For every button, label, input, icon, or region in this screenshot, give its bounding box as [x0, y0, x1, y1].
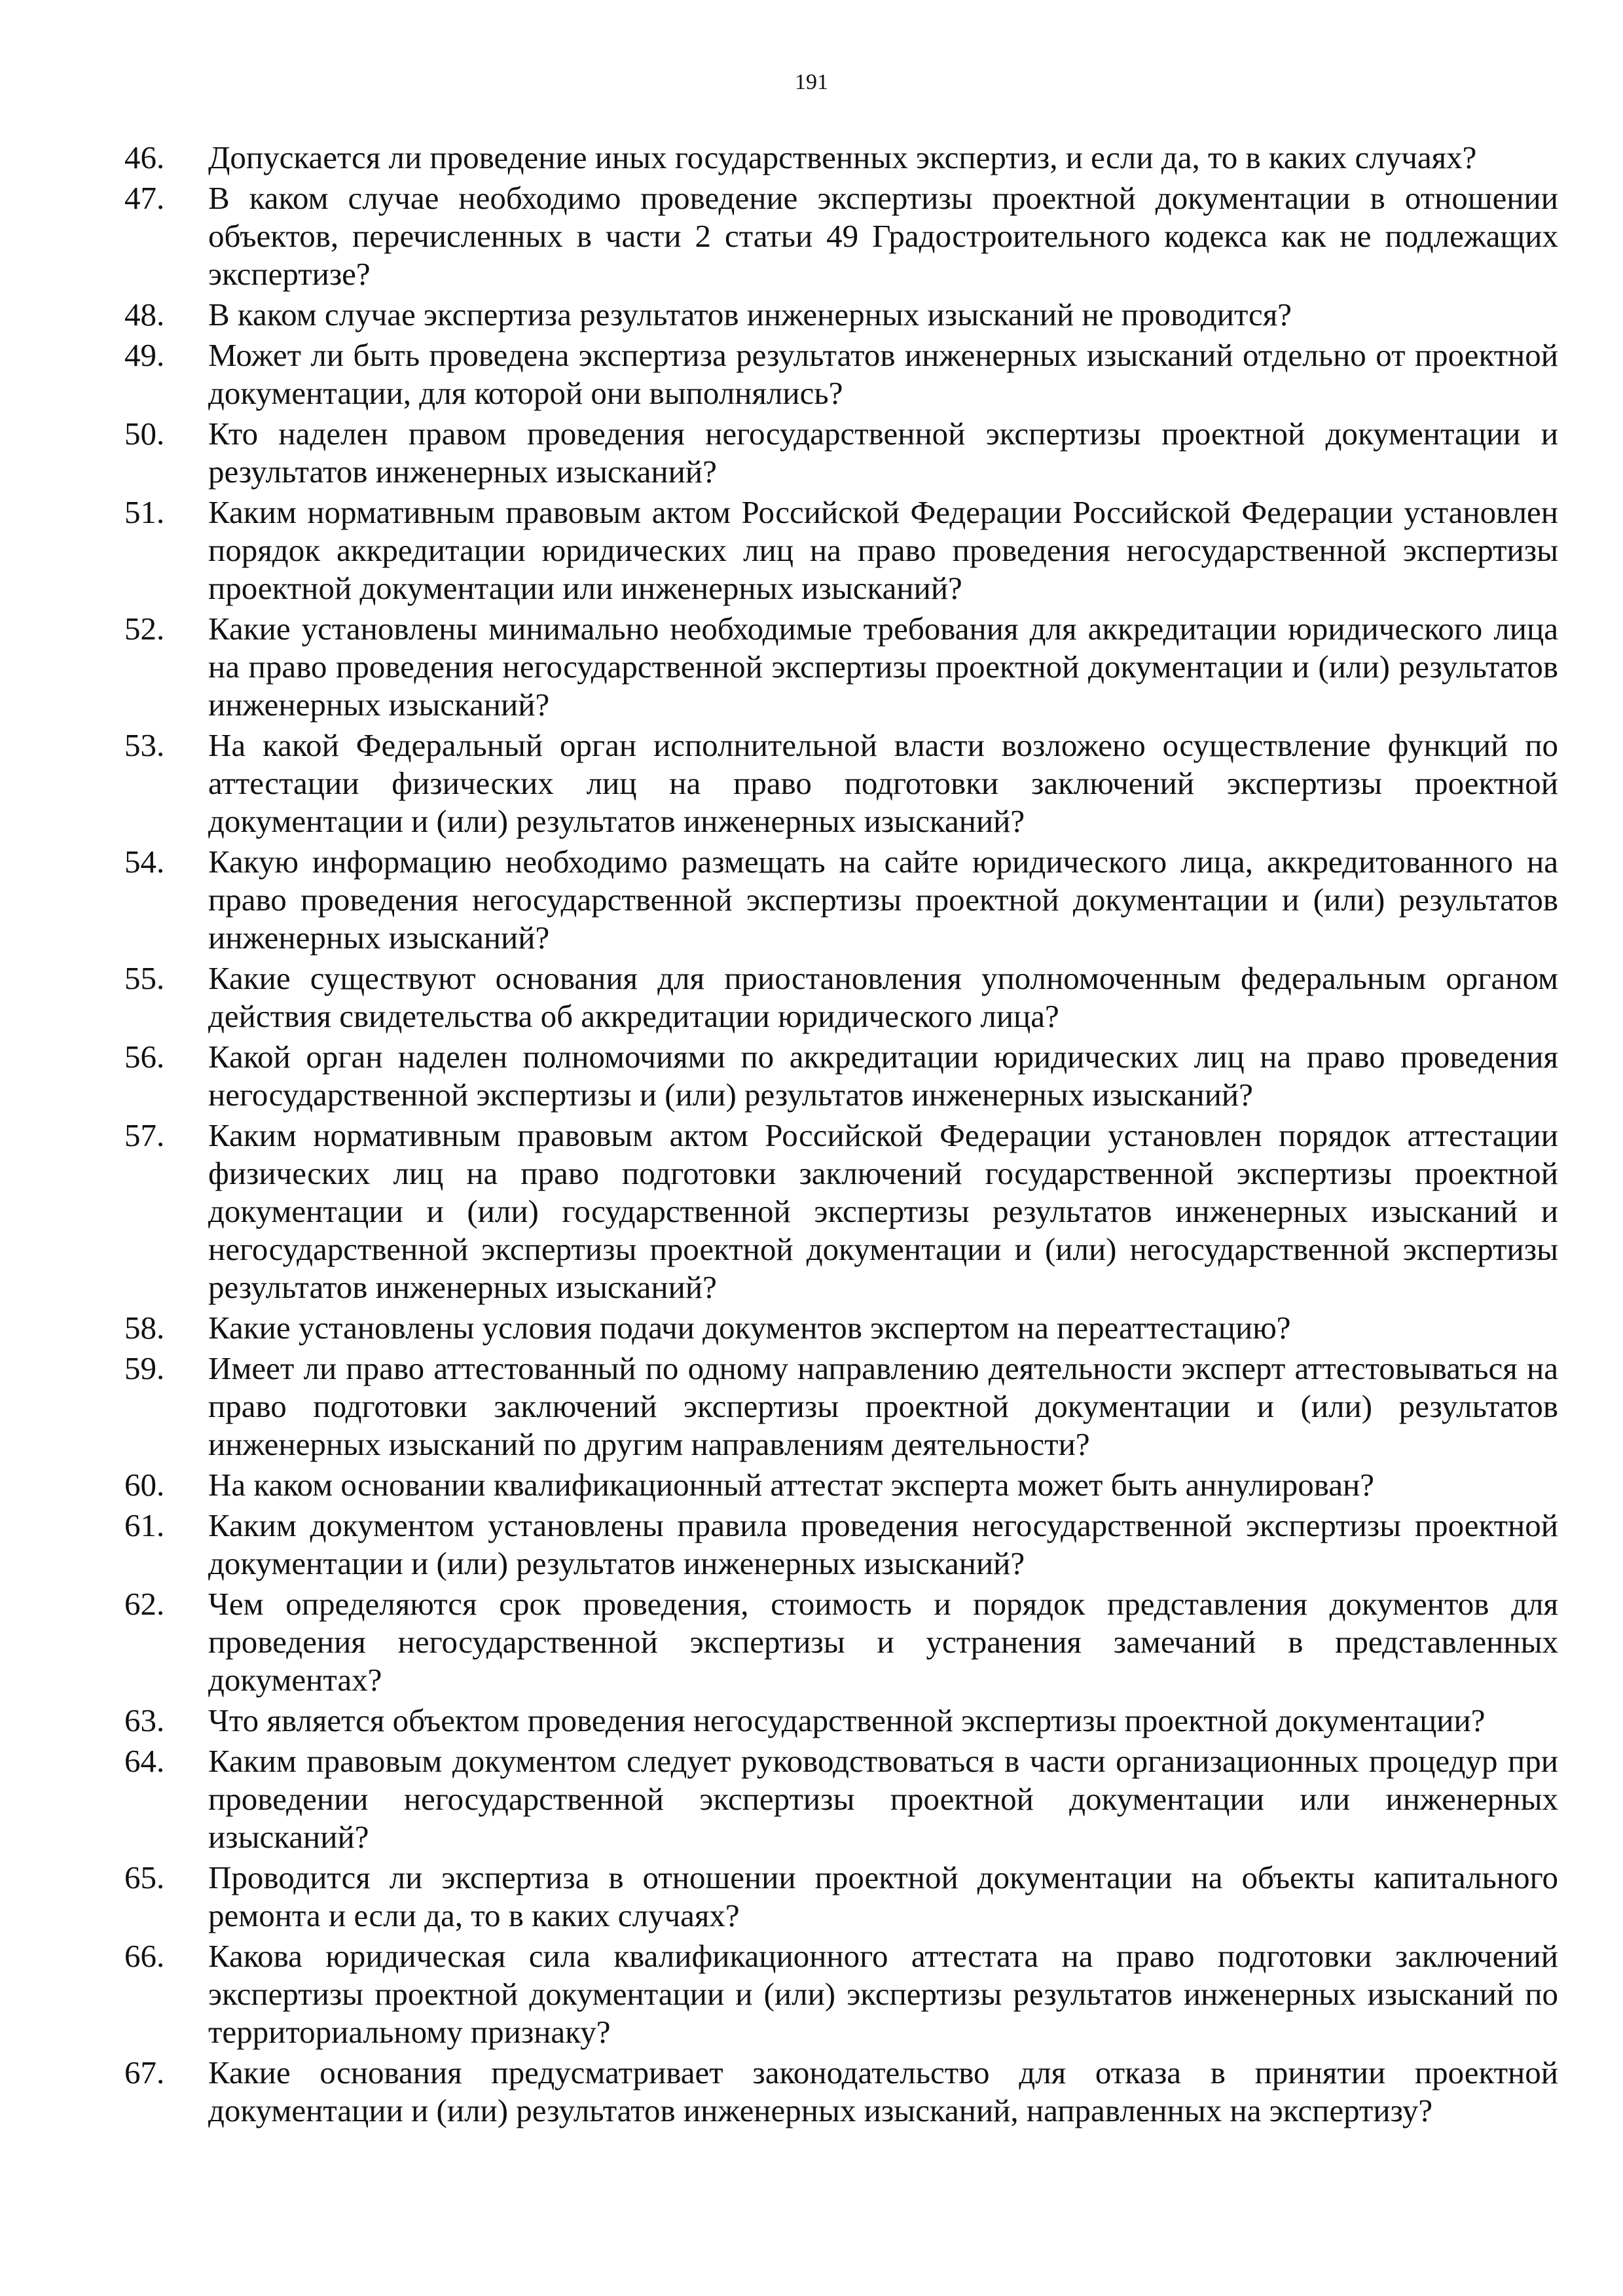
question-number: 52. — [124, 611, 165, 647]
question-list — [124, 139, 1558, 2132]
list-item — [124, 726, 1558, 840]
question-number: 64. — [124, 1743, 165, 1779]
question-text: Проводится ли экспертиза в отношении проектной документации на объекты капитального ремонта и если да, то в каких случаях? — [208, 1859, 1558, 1933]
list-item — [124, 1507, 1558, 1583]
question-number: 51. — [124, 494, 165, 530]
question-number: 48. — [124, 296, 165, 332]
question-number: 59. — [124, 1350, 165, 1386]
list-item — [124, 1702, 1558, 1740]
list-item — [124, 1859, 1558, 1935]
question-text: Какую информацию необходимо размещать на сайте юридического лица, аккредитованного на право проведения негосударственной экспертизы проектной документации и (или) результатов инженерных изысканий? — [208, 844, 1558, 956]
question-text: В каком случае необходимо проведение экспертизы проектной документации в отношении объектов, перечисленных в части 2 статьи 49 Градостроительного кодекса как не подлежащих экспертизе? — [208, 180, 1558, 292]
question-number: 67. — [124, 2054, 165, 2090]
question-text: Какие существуют основания для приостановления уполномоченным федеральным органом действия свидетельства об аккредитации юридического лица? — [208, 960, 1558, 1034]
question-text: Каким правовым документом следует руководствоваться в части организационных процедур при проведении негосударственной экспертизы проектной документации или инженерных изысканий? — [208, 1743, 1558, 1855]
question-text: На какой Федеральный орган исполнительной власти возложено осуществление функций по аттестации физических лиц на право подготовки заключений экспертизы проектной документации и (или) результатов инженерных изысканий? — [208, 727, 1558, 839]
question-number: 62. — [124, 1586, 165, 1622]
question-text: Имеет ли право аттестованный по одному направлению деятельности эксперт аттестовываться на право подготовки заключений экспертизы проектной документации и (или) результатов инженерных изысканий по другим направлениям деятельности? — [208, 1350, 1558, 1462]
list-item — [124, 610, 1558, 724]
list-item — [124, 843, 1558, 957]
question-text: Какие основания предусматривает законодательство для отказа в принятии проектной документации и (или) результатов инженерных изысканий, направленных на экспертизу? — [208, 2054, 1558, 2128]
question-number: 49. — [124, 337, 165, 373]
list-item — [124, 139, 1558, 177]
question-text: Кто наделен правом проведения негосударственной экспертизы проектной документации и результатов инженерных изысканий? — [208, 416, 1558, 490]
question-number: 63. — [124, 1702, 165, 1738]
question-number: 66. — [124, 1938, 165, 1974]
question-text: Каким нормативным правовым актом Российской Федерации Российской Федерации установлен порядок аккредитации юридических лиц на право проведения негосударственной экспертизы проектной документации или инженерных изысканий? — [208, 494, 1558, 606]
question-number: 54. — [124, 844, 165, 880]
question-number: 53. — [124, 727, 165, 763]
question-number: 60. — [124, 1467, 165, 1503]
list-item — [124, 1350, 1558, 1463]
question-text: Что является объектом проведения негосударственной экспертизы проектной документации? — [208, 1702, 1486, 1738]
question-number: 57. — [124, 1117, 165, 1153]
list-item — [124, 2054, 1558, 2130]
list-item — [124, 1742, 1558, 1856]
question-text: Какие установлены минимально необходимые требования для аккредитации юридического лица на право проведения негосударственной экспертизы проектной документации и (или) результатов инженерных изысканий? — [208, 611, 1558, 723]
question-text: Допускается ли проведение иных государственных экспертиз, и если да, то в каких случаях? — [208, 139, 1477, 175]
list-item — [124, 1466, 1558, 1504]
question-text: Какие установлены условия подачи документов экспертом на переаттестацию? — [208, 1310, 1291, 1346]
question-number: 47. — [124, 180, 165, 216]
question-text: Чем определяются срок проведения, стоимость и порядок представления документов для проведения негосударственной экспертизы и устранения замечаний в представленных документах? — [208, 1586, 1558, 1698]
question-number: 58. — [124, 1310, 165, 1346]
list-item — [124, 1585, 1558, 1699]
question-number: 56. — [124, 1039, 165, 1075]
question-number: 46. — [124, 139, 165, 175]
question-text: В каком случае экспертиза результатов инженерных изысканий не проводится? — [208, 296, 1292, 332]
list-item — [124, 960, 1558, 1035]
list-item — [124, 1309, 1558, 1347]
list-item — [124, 336, 1558, 412]
page-number: 191 — [795, 70, 828, 94]
list-item — [124, 179, 1558, 293]
question-text: Какова юридическая сила квалификационного аттестата на право подготовки заключений экспертизы проектной документации и (или) экспертизы результатов инженерных изысканий по территориальному признаку? — [208, 1938, 1558, 2050]
question-text: Может ли быть проведена экспертиза результатов инженерных изысканий отдельно от проектной документации, для которой они выполнялись? — [208, 337, 1558, 411]
question-text: Каким нормативным правовым актом Российской Федерации установлен порядок аттестации физических лиц на право подготовки заключений государственной экспертизы проектной документации и (или) государственной экспертизы результатов инженерных изысканий и негосударственной экспертизы проектной документации и (или) негосударственной экспертизы результатов инженерных изысканий? — [208, 1117, 1558, 1305]
list-item — [124, 493, 1558, 607]
question-number: 55. — [124, 960, 165, 996]
list-item — [124, 415, 1558, 491]
question-text: Какой орган наделен полномочиями по аккредитации юридических лиц на право проведения негосударственной экспертизы и (или) результатов инженерных изысканий? — [208, 1039, 1558, 1113]
question-number: 61. — [124, 1507, 165, 1543]
list-item — [124, 1117, 1558, 1306]
list-item — [124, 1937, 1558, 2051]
question-number: 65. — [124, 1859, 165, 1895]
list-item — [124, 296, 1558, 334]
question-text: Каким документом установлены правила проведения негосударственной экспертизы проектной документации и (или) результатов инженерных изысканий? — [208, 1507, 1558, 1581]
list-item — [124, 1038, 1558, 1114]
question-number: 50. — [124, 416, 165, 452]
question-text: На каком основании квалификационный аттестат эксперта может быть аннулирован? — [208, 1467, 1374, 1503]
